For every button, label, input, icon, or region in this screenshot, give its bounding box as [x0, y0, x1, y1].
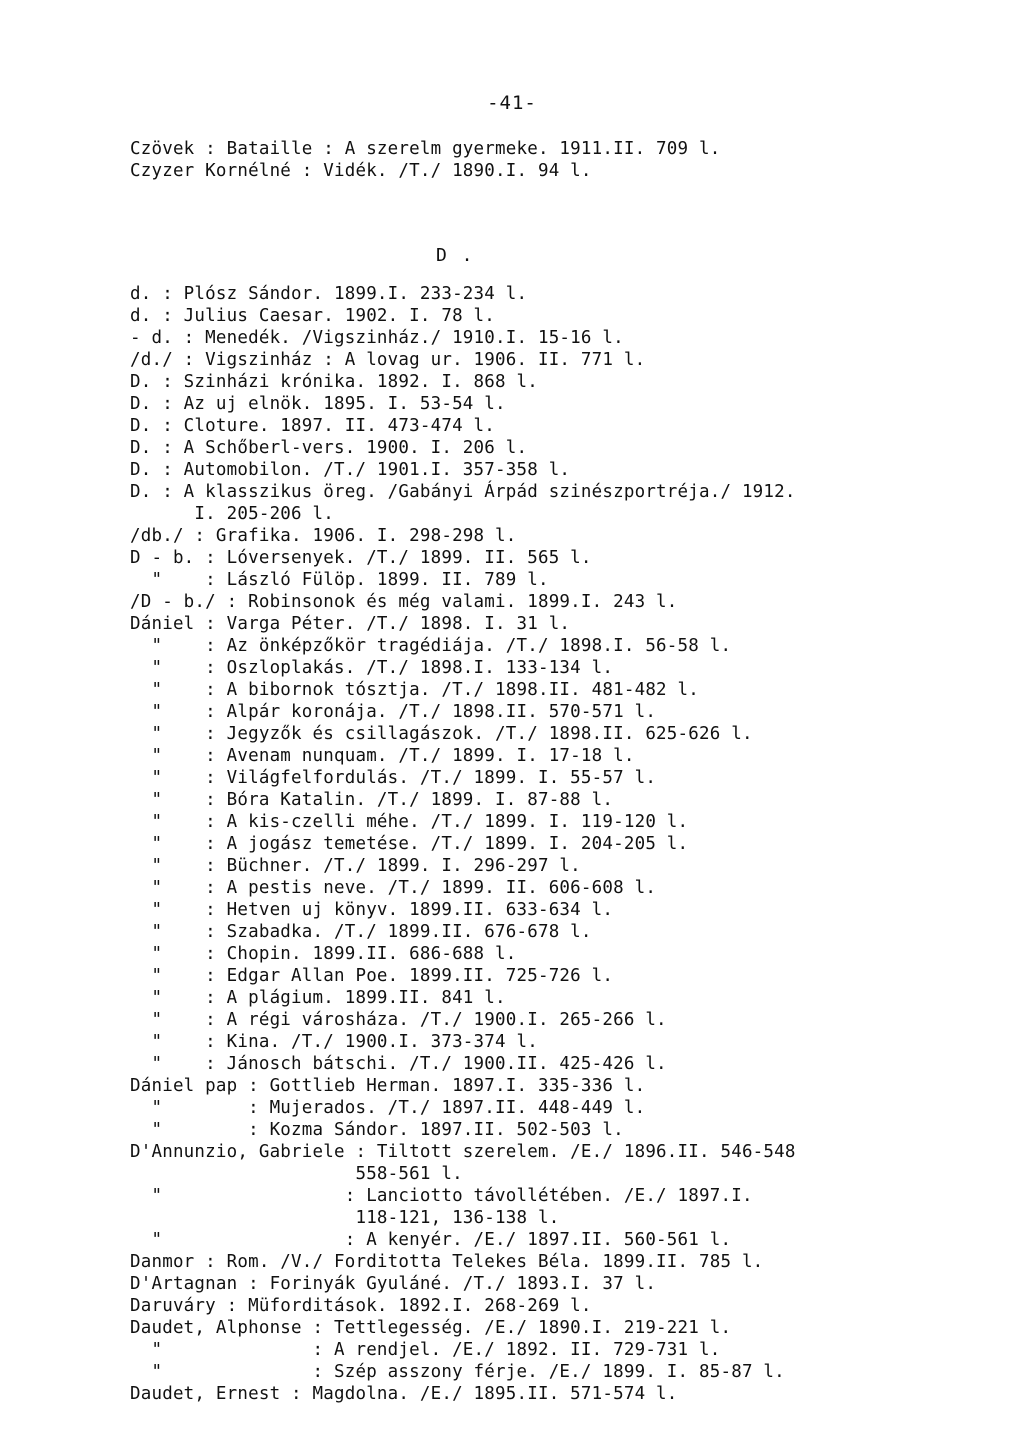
index-entry: " : Kozma Sándor. 1897.II. 502-503 l. — [130, 1120, 624, 1140]
index-entry: D - b. : Lóversenyek. /T./ 1899. II. 565 l. — [130, 548, 592, 568]
index-entry: " : Bóra Katalin. /T./ 1899. I. 87-88 l. — [130, 790, 614, 810]
index-entry: " : Chopin. 1899.II. 686-688 l. — [130, 944, 517, 964]
index-entry: " : Mujerados. /T./ 1897.II. 448-449 l. — [130, 1098, 646, 1118]
index-entry: " : A rendjel. /E./ 1892. II. 729-731 l. — [130, 1340, 721, 1360]
index-entry: Dániel : Varga Péter. /T./ 1898. I. 31 l. — [130, 614, 571, 634]
index-entry: I. 205-206 l. — [130, 504, 334, 524]
index-entry: Dániel pap : Gottlieb Herman. 1897.I. 335-336 l. — [130, 1076, 646, 1096]
index-entry: " : A plágium. 1899.II. 841 l. — [130, 988, 506, 1008]
section-letter: D . — [436, 245, 475, 266]
index-entry: D. : A klasszikus öreg. /Gabányi Árpád szinészportréja./ 1912. — [130, 482, 796, 502]
index-entry: Daruváry : Müforditások. 1892.I. 268-269 l. — [130, 1296, 592, 1316]
index-entry: 118-121, 136-138 l. — [130, 1208, 560, 1228]
index-entry: " : Büchner. /T./ 1899. I. 296-297 l. — [130, 856, 581, 876]
index-entry: D'Annunzio, Gabriele : Tiltott szerelem. /E./ 1896.II. 546-548 — [130, 1142, 796, 1162]
index-entry: /db./ : Grafika. 1906. I. 298-298 l. — [130, 526, 517, 546]
index-entry: " : Jegyzők és csillagászok. /T./ 1898.II. 625-626 l. — [130, 724, 753, 744]
index-entry: " : Jánosch bátschi. /T./ 1900.II. 425-426 l. — [130, 1054, 667, 1074]
index-entry: " : Kina. /T./ 1900.I. 373-374 l. — [130, 1032, 538, 1052]
index-entry: Danmor : Rom. /V./ Forditotta Telekes Béla. 1899.II. 785 l. — [130, 1252, 764, 1272]
index-entry: " : A régi városháza. /T./ 1900.I. 265-266 l. — [130, 1010, 667, 1030]
index-entry: " : László Fülöp. 1899. II. 789 l. — [130, 570, 549, 590]
index-entry: " : A jogász temetése. /T./ 1899. I. 204-205 l. — [130, 834, 689, 854]
index-entry: D. : Automobilon. /T./ 1901.I. 357-358 l. — [130, 460, 571, 480]
top-entry: Czövek : Bataille : A szerelm gyermeke. 1911.II. 709 l. — [130, 139, 721, 159]
index-entry: " : A bibornok tósztja. /T./ 1898.II. 481-482 l. — [130, 680, 700, 700]
index-entry: " : Edgar Allan Poe. 1899.II. 725-726 l. — [130, 966, 614, 986]
index-entry: D'Artagnan : Forinyák Gyuláné. /T./ 1893.I. 37 l. — [130, 1274, 657, 1294]
index-entry: " : A kenyér. /E./ 1897.II. 560-561 l. — [130, 1230, 732, 1250]
index-entry: /D - b./ : Robinsonok és még valami. 1899.I. 243 l. — [130, 592, 678, 612]
index-entry: " : Szép asszony férje. /E./ 1899. I. 85-87 l. — [130, 1362, 785, 1382]
index-entry: - d. : Menedék. /Vigszinház./ 1910.I. 15-16 l. — [130, 328, 624, 348]
index-entry: " : A pestis neve. /T./ 1899. II. 606-608 l. — [130, 878, 657, 898]
index-entry: Daudet, Ernest : Magdolna. /E./ 1895.II. 571-574 l. — [130, 1384, 678, 1404]
top-entry: Czyzer Kornélné : Vidék. /T./ 1890.I. 94 l. — [130, 161, 592, 181]
index-entry: " : Alpár koronája. /T./ 1898.II. 570-571 l. — [130, 702, 657, 722]
index-entry: " : Oszloplakás. /T./ 1898.I. 133-134 l. — [130, 658, 614, 678]
index-entry: " : Világfelfordulás. /T./ 1899. I. 55-57 l. — [130, 768, 657, 788]
index-entry: D. : Cloture. 1897. II. 473-474 l. — [130, 416, 496, 436]
index-entry: D. : Az uj elnök. 1895. I. 53-54 l. — [130, 394, 506, 414]
index-entry: 558-561 l. — [130, 1164, 463, 1184]
index-entry: /d./ : Vigszinház : A lovag ur. 1906. II. 771 l. — [130, 350, 646, 370]
index-entry: D. : Szinházi krónika. 1892. I. 868 l. — [130, 372, 538, 392]
index-entry: " : Lanciotto távollétében. /E./ 1897.I. — [130, 1186, 753, 1206]
index-entry: " : Szabadka. /T./ 1899.II. 676-678 l. — [130, 922, 592, 942]
page-number: -41- — [487, 92, 537, 114]
index-entry: d. : Plósz Sándor. 1899.I. 233-234 l. — [130, 284, 528, 304]
index-entry: d. : Julius Caesar. 1902. I. 78 l. — [130, 306, 496, 326]
index-entry: " : Avenam nunquam. /T./ 1899. I. 17-18 l. — [130, 746, 635, 766]
index-entry: D. : A Schőberl-vers. 1900. I. 206 l. — [130, 438, 528, 458]
index-entry: " : Hetven uj könyv. 1899.II. 633-634 l. — [130, 900, 614, 920]
index-entry: " : Az önképzőkör tragédiája. /T./ 1898.I. 56-58 l. — [130, 636, 732, 656]
index-entry: Daudet, Alphonse : Tettlegesség. /E./ 1890.I. 219-221 l. — [130, 1318, 732, 1338]
index-entry: " : A kis-czelli méhe. /T./ 1899. I. 119-120 l. — [130, 812, 689, 832]
